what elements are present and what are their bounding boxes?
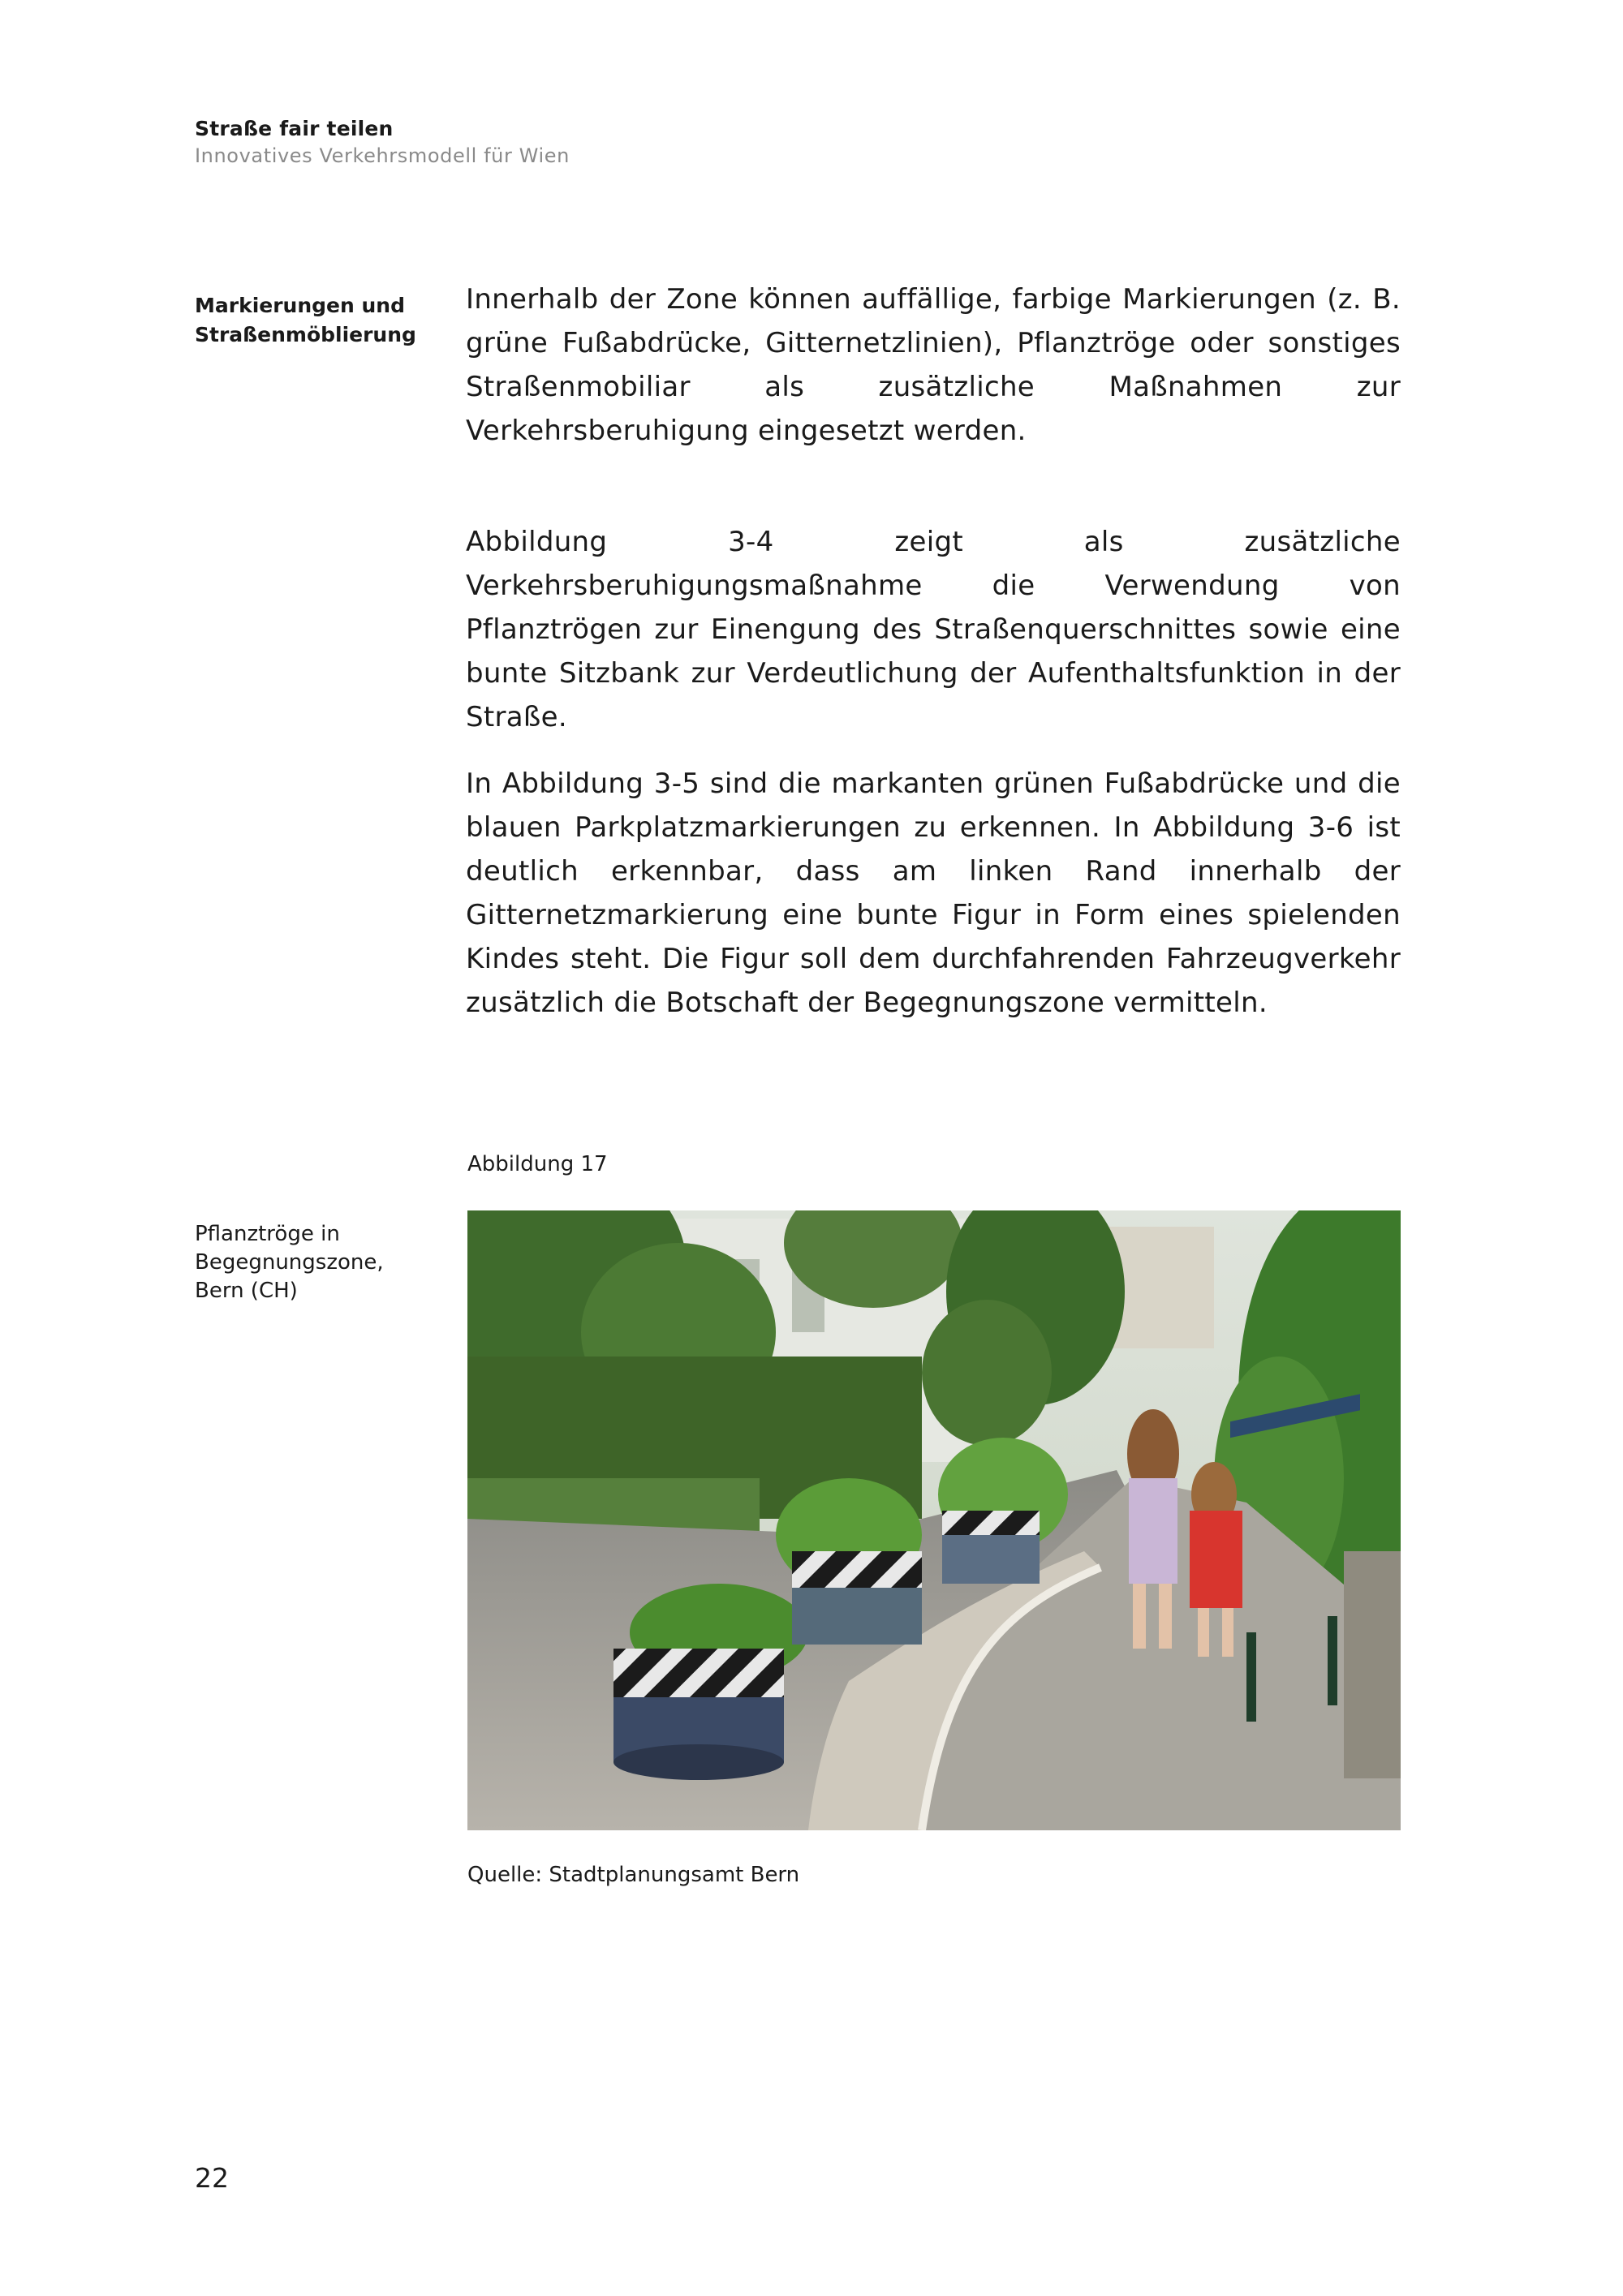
figure-source: Quelle: Stadtplanungsamt Bern <box>467 1863 800 1887</box>
figure-label: Abbildung 17 <box>467 1152 608 1176</box>
header-subtitle: Innovatives Verkehrsmodell für Wien <box>195 144 570 167</box>
street-photo <box>467 1210 1401 1830</box>
figure-caption-line3: Bern (CH) <box>195 1279 298 1303</box>
section-heading <box>195 291 414 350</box>
paragraph-2: Abbildung 3-4 zeigt als zusätzliche Verkehrsberuhigungsmaßnahme die Verwendung von Pflanztrögen zur Einengung des Straßenquerschnittes sowie eine bunte Sitzbank zur Verdeutlichung der Aufenthaltsfunktion in der Straße. <box>466 526 1401 733</box>
page-number: 22 <box>195 2162 229 2194</box>
figure-caption-line2: Begegnungszone, <box>195 1250 384 1275</box>
paragraph-1: Innerhalb der Zone können auffällige, farbige Markierungen (z. B. grüne Fußabdrücke, Gitternetzlinien), Pflanztröge oder sonstiges Straßenmobiliar als zusätzliche Maßnahmen zur Verkehrsberuhigung eingesetzt werden. <box>466 283 1401 447</box>
figure-caption <box>195 1220 438 1305</box>
figure-caption-line1: Pflanztröge in <box>195 1222 340 1246</box>
section-heading-line1: Markierungen und <box>195 294 405 317</box>
header-title: Straße fair teilen <box>195 117 394 140</box>
section-heading-line2: Straßenmöblierung <box>195 323 416 346</box>
paragraph-3: In Abbildung 3-5 sind die markanten grünen Fußabdrücke und die blauen Parkplatzmarkierungen zu erkennen. In Abbildung 3-6 ist deutlich erkennbar, dass am linken Rand innerhalb der Gitternetzmarkierung eine bunte Figur in Form eines spielenden Kindes steht. Die Figur soll dem durchfahrenden Fahrzeugverkehr zusätzlich die Botschaft der Begegnungszone vermitteln. <box>466 767 1401 1019</box>
